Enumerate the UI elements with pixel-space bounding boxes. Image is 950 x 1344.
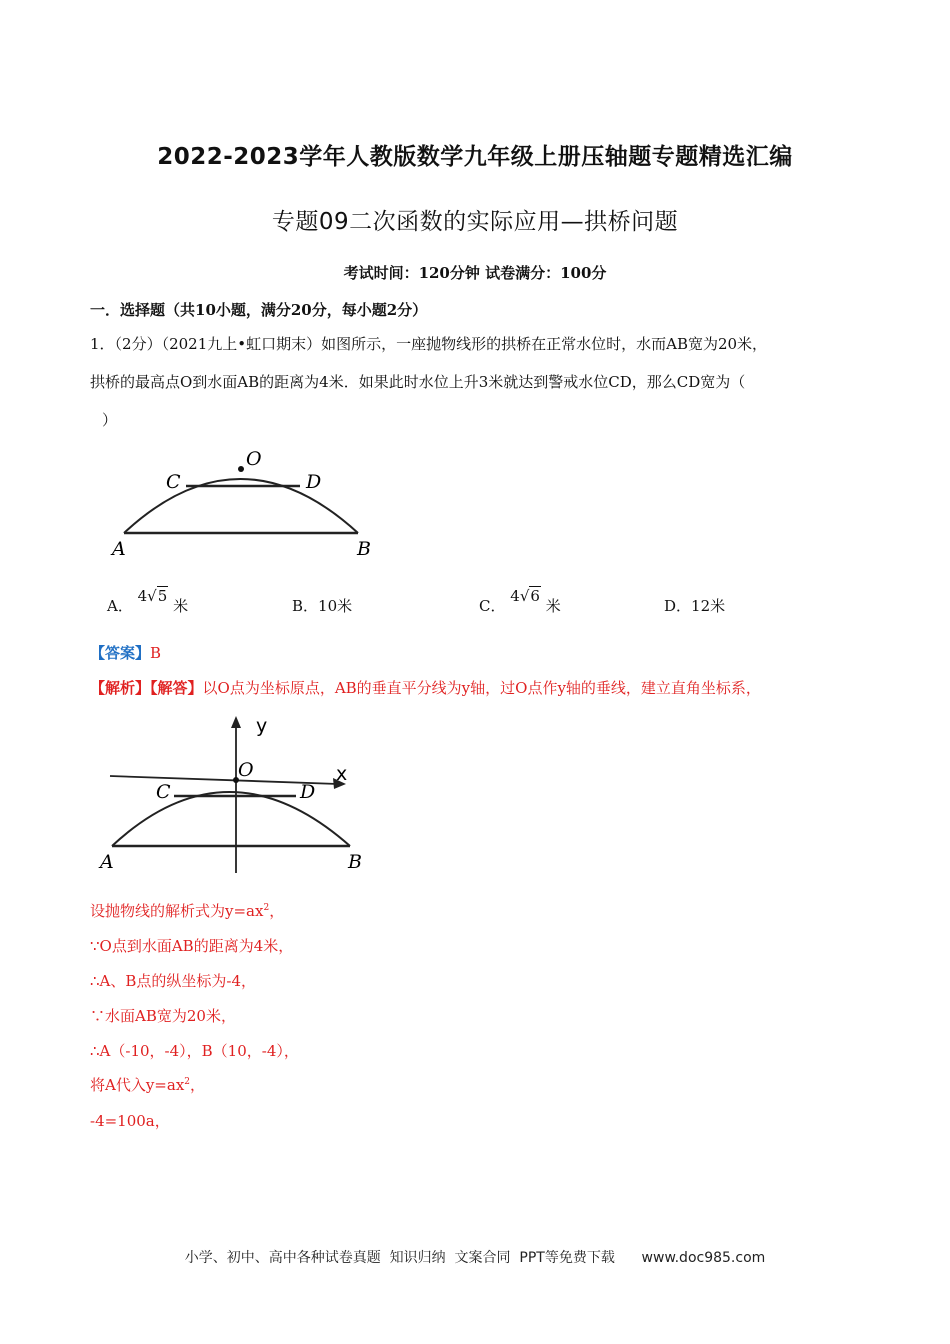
option-a-math: 4√5 <box>137 587 168 605</box>
label-b-2: B <box>348 851 362 873</box>
option-a-unit: 米 <box>173 597 189 615</box>
option-c-radicand: 6 <box>530 587 540 605</box>
option-d[interactable]: D．12米 <box>664 597 726 615</box>
solution-line-7: -4=100a， <box>90 1112 170 1130</box>
label-b: B <box>357 538 371 560</box>
exam-info: 考试时间：120分钟 试卷满分：100分 <box>343 264 607 282</box>
label-a-2: A <box>100 851 114 873</box>
option-a-prefix: A． <box>107 597 133 615</box>
option-a-radicand: 5 <box>157 587 168 605</box>
option-c[interactable] <box>479 587 561 616</box>
solution-line-6 <box>90 1074 205 1095</box>
analysis-label: 【解析】【解答】 <box>90 679 203 697</box>
option-c-unit: 米 <box>545 597 561 615</box>
label-y: y <box>256 715 268 737</box>
label-c: C <box>166 471 181 493</box>
vertex-point-o <box>238 466 244 472</box>
analysis-text: 以O点为坐标原点，AB的垂直平分线为y轴，过O点作y轴的垂线，建立直角坐标系， <box>202 679 761 697</box>
option-c-prefix: C． <box>479 597 506 615</box>
option-c-coef: 4 <box>510 587 520 605</box>
solution-line-3: ∴A、B点的纵坐标为-4， <box>90 972 257 990</box>
label-a: A <box>112 538 126 560</box>
label-o: O <box>246 448 262 470</box>
answer-label: 【答案】 <box>90 644 151 662</box>
option-a-coef: 4 <box>137 587 148 605</box>
solution-line-4: ∵水面AB宽为20米， <box>90 1007 236 1025</box>
question-line-3: ） <box>102 411 118 429</box>
page-title: 2022-2023学年人教版数学九年级上册压轴题专题精选汇编 <box>157 144 793 170</box>
label-x: x <box>336 763 348 785</box>
answer-value: B <box>150 644 162 662</box>
label-o-2: O <box>238 759 254 781</box>
question-line-1: 1．（2分）（2021九上•虹口期末）如图所示，一座抛物线形的拱桥在正常水位时，水而AB宽为20米， <box>90 335 768 353</box>
label-d-2: D <box>300 781 316 803</box>
solution-line-1 <box>90 900 284 921</box>
coordinate-arch-figure <box>98 708 378 878</box>
label-c-2: C <box>156 781 171 803</box>
label-d: D <box>306 471 322 493</box>
solution-1-text: 设抛物线的解析式为y=ax <box>90 902 264 920</box>
analysis-line <box>90 677 761 698</box>
solution-1-punct: ， <box>269 902 285 920</box>
section-heading: 一．选择题（共10小题，满分20分，每小题2分） <box>90 301 428 319</box>
option-c-math: 4√6 <box>510 587 540 605</box>
solution-6-exponent: 2 <box>184 1077 191 1087</box>
page-subtitle: 专题09二次函数的实际应用—拱桥问题 <box>271 209 679 235</box>
page-footer[interactable]: 小学、初中、高中各种试卷真题 知识归纳 文案合同 PPT等免费下载 www.doc985.com <box>184 1250 766 1266</box>
arch-bridge-figure <box>110 445 380 565</box>
option-a[interactable] <box>107 587 189 616</box>
solution-line-5: ∴A（-10，-4），B（10，-4）， <box>90 1042 299 1060</box>
answer-line <box>90 642 161 663</box>
solution-1-exponent: 2 <box>263 903 270 913</box>
question-line-2: 拱桥的最高点O到水面AB的距离为4米．如果此时水位上升3米就达到警戒水位CD，那么CD宽为（ <box>90 373 746 391</box>
option-b[interactable]: B．10米 <box>292 597 353 615</box>
y-axis-arrow <box>231 716 241 728</box>
solution-6-punct: ， <box>190 1076 206 1094</box>
solution-line-2: ∵O点到水面AB的距离为4米， <box>90 937 294 955</box>
solution-6-text: 将A代入y=ax <box>90 1076 185 1094</box>
